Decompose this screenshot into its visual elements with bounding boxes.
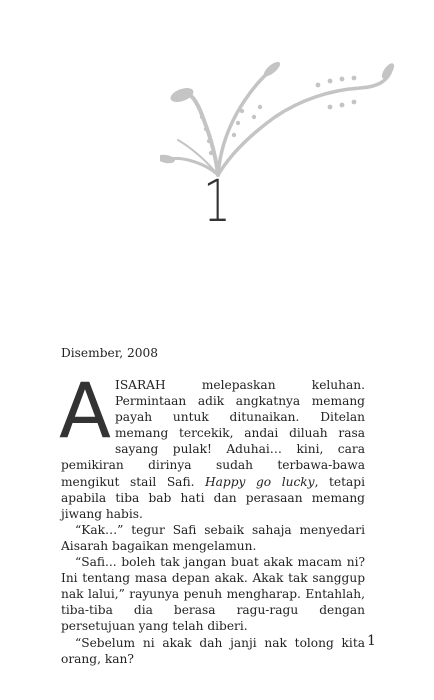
- text-segment: “Sebelum ni akak dah janji nak tolong kita orang, kan?: [61, 635, 365, 666]
- text-segment: , tetapi apabila tiba bab hati dan perasaan memang jiwang habis.: [61, 474, 365, 521]
- paragraph: [61, 522, 365, 554]
- page-number: 1: [367, 633, 376, 649]
- text-segment: “Safi... boleh tak jangan buat akak macam ni? Ini tentang masa depan akak. Akak tak sanggup nak lalui,” rayunya penuh mengharap. Entahlah, tiba-tiba dia berasa ragu-ragu dengan persetujuan yang telah diberi.: [61, 555, 365, 634]
- paragraph: [59, 366, 365, 522]
- paragraph: [61, 554, 365, 634]
- chapter-number: 1: [203, 167, 231, 235]
- text-segment: ISARAH melepaskan keluhan. Permintaan adik angkatnya memang payah untuk ditunaikan. Ditelan memang tercekik, andai diluah rasa sayang pulak! Aduhai… kini, cara pemikiran dirinya sudah terbawa-bawa mengikut stail Safi.: [61, 378, 365, 489]
- floral-swirl-icon: [160, 55, 395, 180]
- drop-cap: A: [59, 366, 111, 455]
- date-line: Disember, 2008: [61, 346, 158, 360]
- paragraph: [61, 635, 365, 667]
- italic-phrase: Happy go lucky: [205, 474, 315, 489]
- text-segment: “Kak…” tegur Safi sebaik sahaja menyedari Aisarah bagaikan mengelamun.: [61, 522, 365, 553]
- chapter-body: [59, 366, 365, 667]
